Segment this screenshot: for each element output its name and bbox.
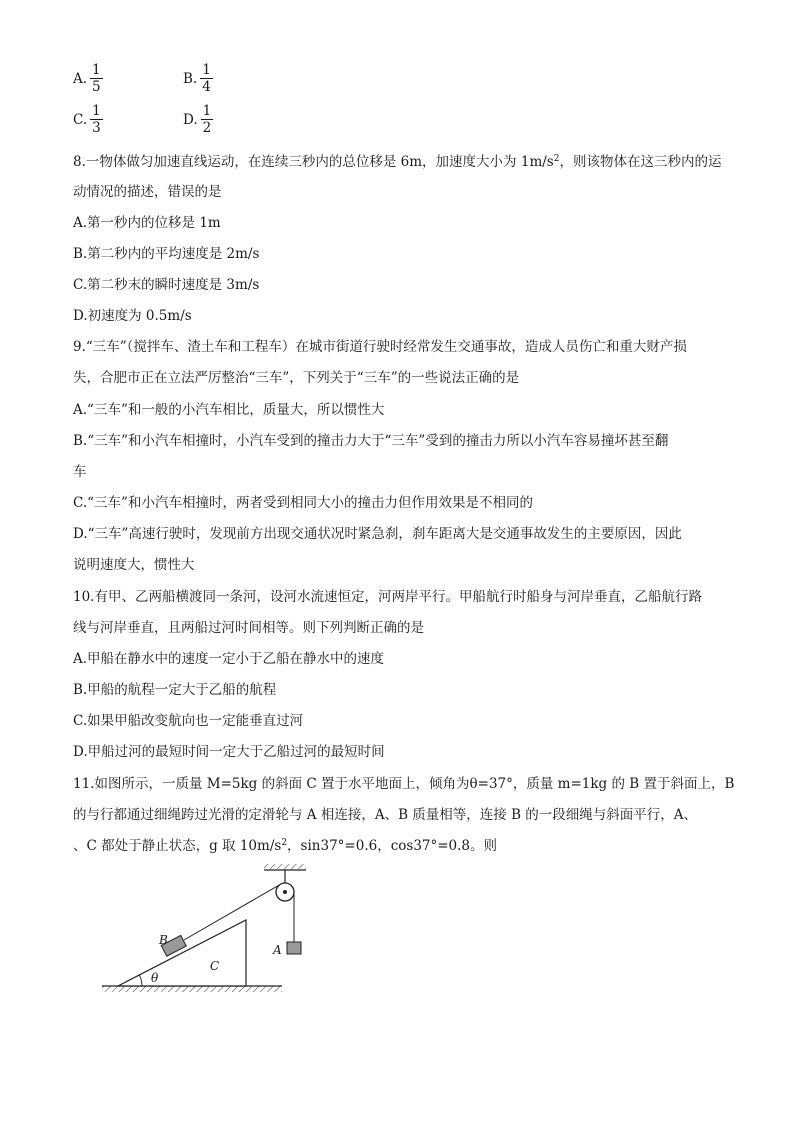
- q10-stem-line1: 10.有甲、乙两船横渡同一条河，设河水流速恒定，河两岸平行。甲船航行时船身与河岸垂直，乙船航行路: [73, 589, 702, 605]
- label-a: A: [273, 943, 282, 957]
- q7-option-d-fraction: $\frac{1}{2}$: [202, 103, 212, 136]
- incline-pulley-figure: [100, 862, 320, 1002]
- q8-option-b[interactable]: B.第二秒内的平均速度是 2m/s: [73, 246, 260, 262]
- q7-option-a[interactable]: [73, 62, 103, 95]
- q7-option-c[interactable]: [73, 103, 103, 136]
- ground: [102, 986, 282, 992]
- q7-option-a-fraction: $\frac{1}{5}$: [92, 62, 101, 95]
- q9-option-c[interactable]: C.“三车”和小汽车相撞时，两者受到相同大小的撞击力但作用效果是不相同的: [73, 495, 533, 511]
- q9-option-d-line1[interactable]: D.“三车”高速行驶时，发现前方出现交通状况时紧急刹，刹车距离大是交通事故发生的主要原因，因此: [73, 526, 682, 542]
- q11-stem-line1: 11.如图所示，一质量 M=5kg 的斜面 C 置于水平地面上，倾角为θ=37°，质量 m=1kg 的 B 置于斜面上，B: [73, 776, 735, 792]
- q8-option-c[interactable]: C.第二秒末的瞬时速度是 3m/s: [73, 277, 260, 293]
- q8-option-d[interactable]: D.初速度为 0.5m/s: [73, 308, 192, 324]
- q7-option-c-fraction: $\frac{1}{3}$: [92, 103, 101, 136]
- q9-option-a[interactable]: A.“三车”和一般的小汽车相比，质量大，所以惯性大: [73, 402, 385, 418]
- ceiling: [264, 864, 306, 870]
- q7-option-d-label: D.: [183, 111, 198, 128]
- q9-option-b-line2[interactable]: 车: [73, 464, 87, 480]
- q7-option-b-fraction: $\frac{1}{4}$: [202, 62, 211, 95]
- q10-option-d[interactable]: D.甲船过河的最短时间一定大于乙船过河的最短时间: [73, 744, 385, 760]
- q9-stem-line1: 9.“三车”（搅拌车、渣土车和工程车）在城市街道行驶时经常发生交通事故，造成人员伤亡和重大财产损: [73, 339, 687, 355]
- q7-option-d[interactable]: [183, 103, 213, 136]
- q10-option-c[interactable]: C.如果甲船改变航向也一定能垂直过河: [73, 713, 304, 729]
- q8-stem-line1: 8.一物体做匀加速直线运动，在连续三秒内的总位移是 6m，加速度大小为 $1m/s^2$，则该物体在这三秒内的运: [73, 154, 722, 170]
- label-theta: θ: [151, 971, 159, 985]
- q11-stem-line3: 、C 都处于静止状态，g 取 $10m/s^2$，sin37°=0.6，cos37°=0.8。则: [73, 838, 498, 854]
- q10-option-b[interactable]: B.甲船的航程一定大于乙船的航程: [73, 682, 277, 698]
- q9-stem-line2: 失，合肥市正在立法严厉整治“三车”，下列关于“三车”的一些说法正确的是: [73, 370, 520, 386]
- label-c: C: [210, 959, 220, 973]
- q10-stem-line2: 线与河岸垂直，且两船过河时间相等。则下列判断正确的是: [73, 620, 424, 636]
- q10-option-a[interactable]: A.甲船在静水中的速度一定小于乙船在静水中的速度: [73, 651, 385, 667]
- incline-c: [118, 920, 246, 986]
- label-b: B: [159, 933, 168, 947]
- q9-option-d-line2[interactable]: 说明速度大，惯性大: [73, 557, 195, 573]
- q7-option-a-label: A.: [73, 70, 88, 87]
- q8-stem-line2: 动情况的描述，错误的是: [73, 184, 222, 200]
- q7-option-b[interactable]: [183, 62, 213, 95]
- q8-option-a[interactable]: A.第一秒内的位移是 1m: [73, 215, 221, 231]
- q11-stem-line2: 的与行都通过细绳跨过光滑的定滑轮与 A 相连接，A、B 质量相等，连接 B 的一段细绳与斜面平行，A、: [73, 807, 698, 823]
- block-a: [287, 942, 301, 954]
- q9-option-b-line1[interactable]: B.“三车”和小汽车相撞时，小汽车受到的撞击力大于“三车”受到的撞击力所以小汽车容易撞坏甚至翻: [73, 433, 669, 449]
- q7-option-c-label: C.: [73, 111, 88, 128]
- q7-option-b-label: B.: [183, 70, 198, 87]
